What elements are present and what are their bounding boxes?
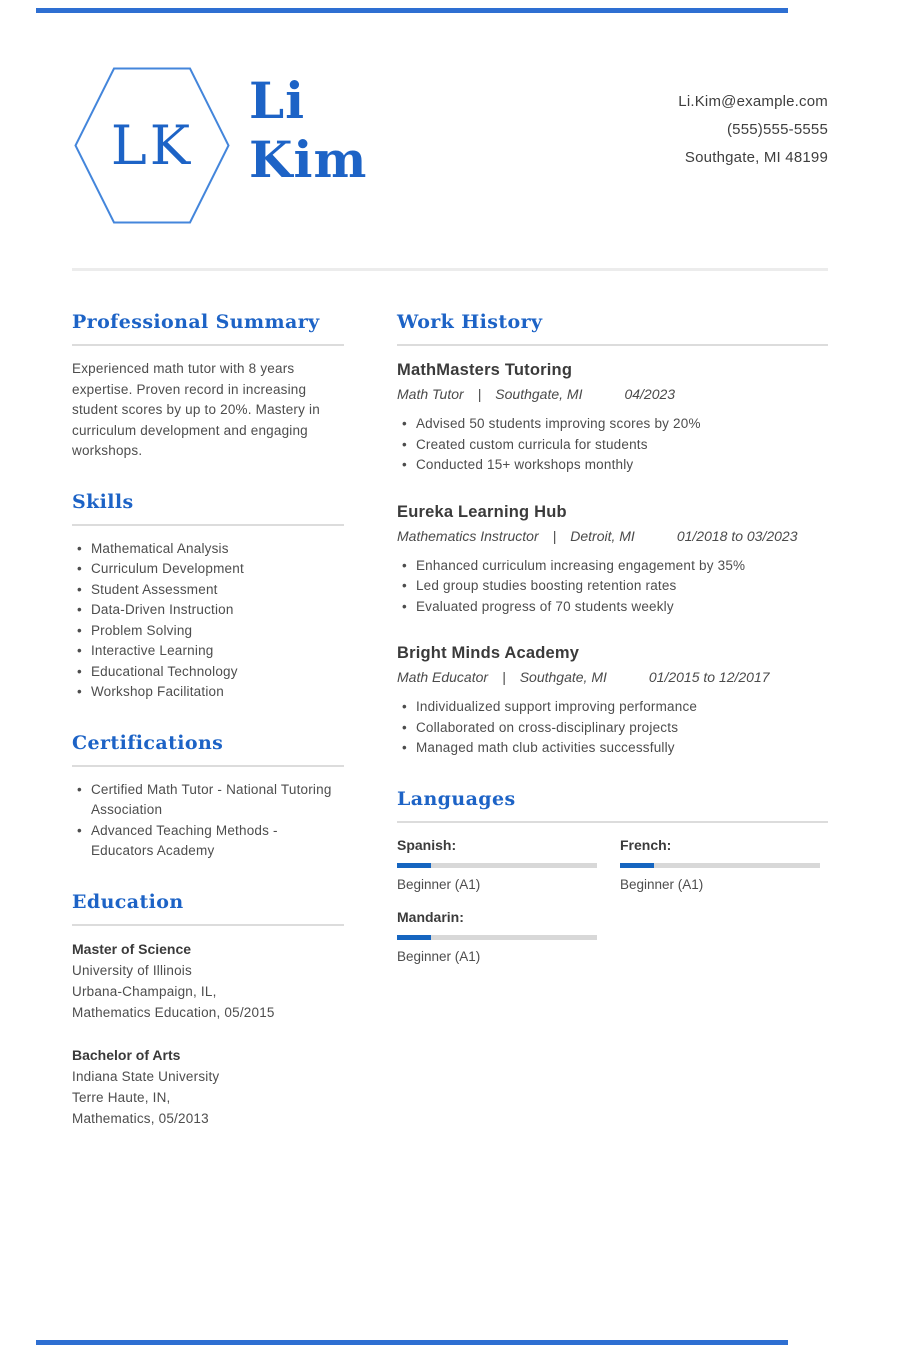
first-name: Li: [249, 71, 306, 130]
contact-address: Southgate, MI 48199: [684, 149, 828, 166]
left-column: [72, 310, 344, 1157]
skill-item: [72, 559, 344, 580]
section-title: Languages: [397, 787, 516, 810]
bottom-accent-bar: [36, 1340, 788, 1345]
job-bullets: [397, 414, 828, 476]
bullet-icon: •: [77, 622, 82, 638]
bullet-icon: •: [77, 540, 82, 556]
bullet-icon: •: [402, 457, 407, 472]
pipe-separator: |: [552, 527, 557, 544]
job-bullet-text: Enhanced curriculum increasing engagement by 35%: [415, 557, 746, 573]
languages-grid: [397, 836, 828, 980]
job-bullet-text: Managed math club activities successfully: [415, 740, 675, 755]
language-bar: [397, 935, 597, 940]
language-name: Spanish:: [397, 836, 457, 853]
language-level: Beginner (A1): [620, 876, 704, 892]
bullet-icon: •: [402, 436, 407, 452]
bullet-icon: •: [77, 822, 82, 838]
bullet-icon: •: [402, 416, 407, 431]
degree-name: Bachelor of Arts: [72, 1046, 181, 1063]
pipe-separator: |: [502, 669, 506, 685]
section-languages: [397, 787, 828, 980]
job-bullet: [397, 697, 828, 718]
top-accent-bar: [36, 8, 788, 13]
section-title: Certifications: [72, 731, 224, 754]
certification-label: Advanced Teaching Methods - Educators Academy: [90, 822, 278, 858]
job-role: Math Tutor: [397, 386, 464, 402]
job-bullets: [397, 697, 828, 759]
pipe-separator: |: [477, 386, 482, 402]
section-rule: [397, 344, 828, 346]
job-bullet-text: Created custom curricula for students: [415, 436, 648, 452]
skill-item: [72, 641, 344, 662]
bullet-icon: •: [77, 561, 82, 576]
job-entry: [397, 359, 828, 476]
language-level: Beginner (A1): [397, 876, 481, 892]
contact-phone: (555)555-5555: [726, 121, 828, 138]
job-subtitle: [397, 384, 828, 405]
bullet-icon: •: [77, 581, 82, 597]
bullet-icon: •: [77, 684, 82, 699]
section-education: [72, 890, 344, 1129]
job-dates: 01/2018 to 03/2023: [676, 527, 798, 544]
job-bullet-text: Individualized support improving performance: [415, 699, 698, 714]
job-role: Mathematics Instructor: [397, 527, 539, 544]
skills-list: [72, 539, 344, 703]
language-item: [397, 836, 597, 894]
job-bullet-text: Evaluated progress of 70 students weekly: [415, 598, 674, 614]
section-rule: [72, 344, 344, 346]
job-bullet: [397, 597, 828, 618]
certification-label: Certified Math Tutor - National Tutoring Association: [90, 781, 332, 817]
certification-item: [72, 780, 344, 821]
skill-label: Educational Technology: [90, 663, 238, 679]
bullet-icon: •: [402, 719, 407, 735]
education-line: Mathematics Education, 05/2015: [72, 1004, 275, 1020]
right-column: [397, 310, 828, 1008]
section-title: Work History: [397, 311, 543, 333]
job-subtitle: [397, 667, 828, 688]
job-role: Math Educator: [397, 669, 489, 685]
skill-label: Problem Solving: [90, 622, 193, 638]
education-line: Urbana-Champaign, IL,: [72, 983, 217, 999]
skill-label: Mathematical Analysis: [90, 540, 229, 556]
degree-name: Master of Science: [72, 940, 192, 957]
certifications-list: [72, 780, 344, 862]
job-entry: [397, 501, 828, 618]
language-bar-fill: [397, 863, 431, 868]
language-name: Mandarin:: [397, 908, 464, 925]
job-location: Detroit, MI: [570, 527, 635, 544]
logo-initials: LK: [110, 114, 194, 177]
job-bullet-text: Advised 50 students improving scores by 20%: [415, 416, 701, 431]
section-certifications: [72, 731, 344, 862]
job-bullet: [397, 414, 828, 435]
job-entry: [397, 642, 828, 759]
section-skills: [72, 490, 344, 703]
job-location: Southgate, MI: [495, 386, 583, 402]
section-rule: [72, 524, 344, 526]
candidate-name: [249, 72, 367, 189]
education-entry: [72, 939, 344, 1023]
logo-hexagon: [74, 67, 230, 224]
language-level: Beginner (A1): [397, 948, 481, 964]
certification-item: [72, 821, 344, 862]
job-dates: 04/2023: [624, 386, 676, 402]
skill-item: [72, 621, 344, 642]
job-bullet: [397, 576, 828, 597]
job-bullet: [397, 435, 828, 456]
skill-label: Student Assessment: [90, 581, 218, 597]
contact-email: Li.Kim@example.com: [678, 93, 828, 110]
skill-item: [72, 580, 344, 601]
job-bullets: [397, 556, 828, 618]
language-bar: [397, 863, 597, 868]
job-bullet-text: Led group studies boosting retention rates: [415, 578, 677, 593]
section-rule: [72, 765, 344, 767]
summary-text: Experienced math tutor with 8 years expertise. Proven record in increasing student scores by up to 20%. Mastery in curriculum development and engaging workshops.: [72, 361, 320, 458]
bullet-icon: •: [402, 557, 407, 573]
job-subtitle: [397, 526, 828, 547]
education-entry: [72, 1045, 344, 1129]
job-bullet: [397, 556, 828, 577]
language-bar-fill: [397, 935, 431, 940]
contact-block: [678, 88, 828, 172]
last-name: Kim: [249, 129, 368, 189]
skill-item: [72, 539, 344, 560]
job-company: MathMasters Tutoring: [397, 361, 573, 379]
bullet-icon: •: [402, 699, 407, 714]
header-divider: [72, 268, 828, 271]
bullet-icon: •: [77, 602, 82, 617]
job-bullet-text: Collaborated on cross-disciplinary projects: [415, 719, 679, 735]
skill-item: [72, 600, 344, 621]
language-item: [620, 836, 820, 894]
job-bullet: [397, 718, 828, 739]
bullet-icon: •: [77, 781, 82, 797]
section-title: Professional Summary: [72, 311, 320, 333]
section-work-history: [397, 310, 828, 759]
language-item: [397, 908, 597, 966]
language-name: French:: [620, 836, 672, 853]
language-bar-fill: [620, 863, 654, 868]
skill-label: Data-Driven Instruction: [90, 602, 234, 617]
job-location: Southgate, MI: [519, 669, 607, 685]
job-dates: 01/2015 to 12/2017: [648, 669, 770, 685]
education-line: Indiana State University: [72, 1068, 220, 1084]
skill-item: [72, 682, 344, 703]
language-bar: [620, 863, 820, 868]
bullet-icon: •: [77, 643, 82, 658]
bullet-icon: •: [402, 578, 407, 593]
section-rule: [397, 821, 828, 823]
section-title: Skills: [72, 490, 134, 513]
job-bullet: [397, 738, 828, 759]
bullet-icon: •: [402, 740, 407, 755]
job-company: Eureka Learning Hub: [397, 502, 567, 521]
skill-label: Interactive Learning: [90, 643, 214, 658]
job-bullet: [397, 455, 828, 476]
section-title: Education: [72, 890, 184, 913]
bullet-icon: •: [402, 598, 407, 614]
education-line: Terre Haute, IN,: [72, 1089, 171, 1105]
education-line: Mathematics, 05/2013: [72, 1110, 209, 1126]
skill-label: Workshop Facilitation: [90, 684, 224, 699]
job-bullet-text: Conducted 15+ workshops monthly: [415, 457, 634, 472]
section-professional-summary: [72, 310, 344, 462]
bullet-icon: •: [77, 663, 82, 679]
section-rule: [72, 924, 344, 926]
skill-item: [72, 662, 344, 683]
education-line: University of Illinois: [72, 962, 192, 978]
skill-label: Curriculum Development: [90, 561, 244, 576]
job-company: Bright Minds Academy: [397, 644, 580, 662]
